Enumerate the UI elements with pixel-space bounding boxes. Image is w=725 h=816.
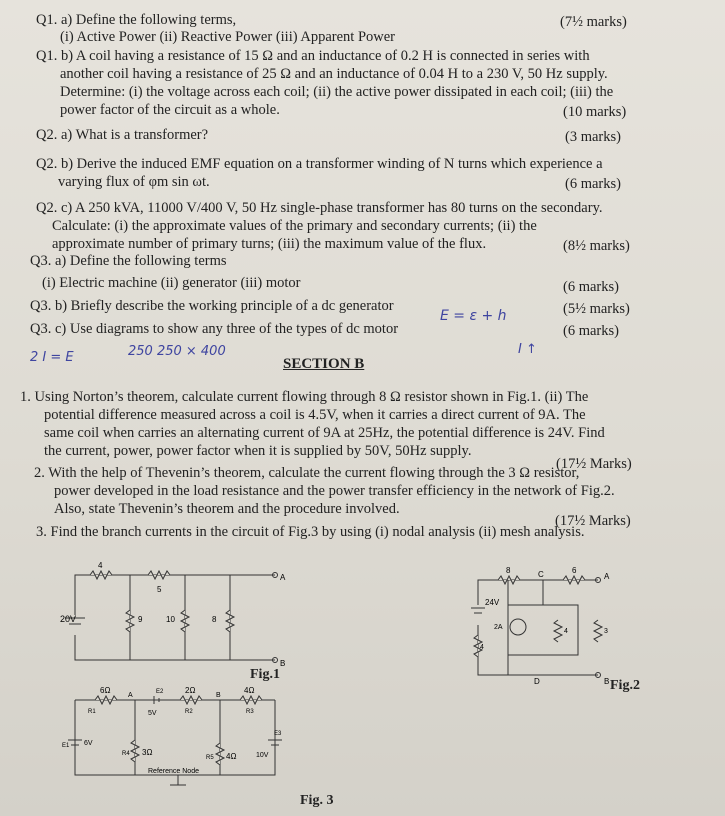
sb-q2-marks: (17½ Marks) [555,513,631,529]
fig2-source-v: 24V [485,598,500,607]
fig3-e2-label: 5V [148,710,157,717]
fig1-r10-label: 10 [166,615,175,624]
handwritten-note-formula: E = ε + h [440,308,507,324]
sb-q2-line2: power developed in the load resistance and the power transfer efficiency in the network of Fig.2. [54,483,615,499]
fig3-e3-label: 10V [256,752,269,759]
fig1-source-label: 20V [60,614,77,624]
q3b-marks: (5½ marks) [563,301,630,317]
q1b-line1: Q1. b) A coil having a resistance of 15 Ω and an inductance of 0.2 H is connected in series with [36,48,590,64]
q2c-line2: Calculate: (i) the approximate values of the primary and secondary currents; (ii) the [52,218,537,234]
fig3-node-a: A [128,692,133,699]
fig3-e3-id: E3 [274,731,282,737]
q1b-line3: Determine: (i) the voltage across each coil; (ii) the active power dissipated in each coil; (iii) the [60,84,614,100]
q2a-marks: (3 marks) [565,129,621,145]
fig1-label: Fig.1 [250,667,280,682]
fig3-e1-id: E1 [62,743,70,749]
q1a-line1: Q1. a) Define the following terms, [36,12,237,28]
fig3-circuit [60,685,300,790]
fig2-r8-label: 8 [506,566,511,575]
fig1-circuit [60,560,300,675]
sb-q1-line3: same coil when carries an alternating current of 9A at 25Hz, the potential difference is 24V. Find [44,425,605,441]
handwritten-note-arrow: I ↑ [518,342,537,357]
fig2-node-b: B [604,677,610,685]
q1b-line4: power factor of the circuit as a whole. [60,102,280,118]
handwritten-note-current: 2 I = E [30,350,74,365]
fig3-r1-label: 6Ω [100,686,111,695]
fig3-r1-id: R1 [88,709,96,715]
q1b-line2: another coil having a resistance of 25 Ω and an inductance of 0.04 H to a 230 V, 50 Hz supply. [60,66,608,82]
fig1-r8-label: 8 [212,615,217,624]
fig1-r9-label: 9 [138,615,143,624]
fig1-node-a: A [280,573,286,582]
q3a-line2: (i) Electric machine (ii) generator (iii) motor [42,275,301,291]
handwritten-note-calc: 250 250 × 400 [128,344,226,359]
fig1-node-b: B [280,659,286,668]
q3b-text: Q3. b) Briefly describe the working principle of a dc generator [30,298,394,314]
q3a-marks: (6 marks) [563,279,619,295]
fig2-label: Fig.2 [610,678,640,693]
q2b-line1: Q2. b) Derive the induced EMF equation on a transformer winding of N turns which experience a [36,156,603,172]
q1b-marks: (10 marks) [563,104,627,120]
fig1-r5-label: 5 [157,585,162,594]
fig3-r4-label: 3Ω [142,748,153,757]
sb-q3-line1: 3. Find the branch currents in the circuit of Fig.3 by using (i) nodal analysis (ii) mesh analysis. [36,524,585,540]
fig3-label: Fig. 3 [300,793,334,808]
fig3-r3-id: R3 [246,709,254,715]
fig3-r4-id: R4 [122,751,130,757]
sb-q1-line2: potential difference measured across a coil is 4.5V, when it carries a direct current of 9A. The [44,407,586,423]
section-b-heading: SECTION B [283,356,365,372]
fig3-reference-node: Reference Node [148,768,199,775]
fig2-circuit [468,565,618,685]
q2c-marks: (8½ marks) [563,238,630,254]
fig3-node-b: B [216,692,221,699]
fig3-r2-label: 2Ω [185,686,196,695]
sb-q2-line3: Also, state Thevenin’s theorem and the procedure involved. [54,501,400,517]
fig2-node-d: D [534,677,540,685]
q2b-line2: varying flux of φm sin ωt. [58,174,210,190]
q2b-marks: (6 marks) [565,176,621,192]
sb-q1-marks: (17½ Marks) [556,456,632,472]
q3c-text: Q3. c) Use diagrams to show any three of the types of dc motor [30,321,399,337]
q3a-line1: Q3. a) Define the following terms [30,253,227,269]
fig2-r6-label: 6 [572,566,577,575]
sb-q1-line1: 1. Using Norton’s theorem, calculate current flowing through 8 Ω resistor shown in Fig.1. (ii) The [20,389,589,405]
q1a-line2: (i) Active Power (ii) Reactive Power (iii) Apparent Power [60,29,396,45]
q1a-marks: (7½ marks) [560,14,627,30]
q2c-line3: approximate number of primary turns; (iii) the maximum value of the flux. [52,236,487,252]
fig3-e1-label: 6V [84,740,93,747]
fig2-r4b-label: 4 [564,628,568,635]
fig3-r3-label: 4Ω [244,686,255,695]
q3c-marks: (6 marks) [563,323,619,339]
fig2-node-a: A [604,572,610,581]
fig2-node-c: C [538,570,544,579]
fig2-r3-label: 3 [604,628,608,635]
sb-q2-line1: 2. With the help of Thevenin’s theorem, calculate the current flowing through the 3 Ω resistor, [34,465,580,481]
sb-q1-line4: the current, power, power factor when it is supplied by 50V, 50Hz supply. [44,443,472,459]
q2a-text: Q2. a) What is a transformer? [36,127,209,143]
fig1-r4-label: 4 [98,561,103,570]
fig2-r4a-label: 4 [480,644,484,651]
q2c-line1: Q2. c) A 250 kVA, 11000 V/400 V, 50 Hz single-phase transformer has 80 turns on the secondary. [36,200,603,216]
fig3-r2-id: R2 [185,709,193,715]
fig3-r5-label: 4Ω [226,752,237,761]
fig2-source-i: 2A [494,624,503,631]
fig3-e2-id: E2 [156,689,164,695]
fig3-r5-id: R5 [206,755,214,761]
